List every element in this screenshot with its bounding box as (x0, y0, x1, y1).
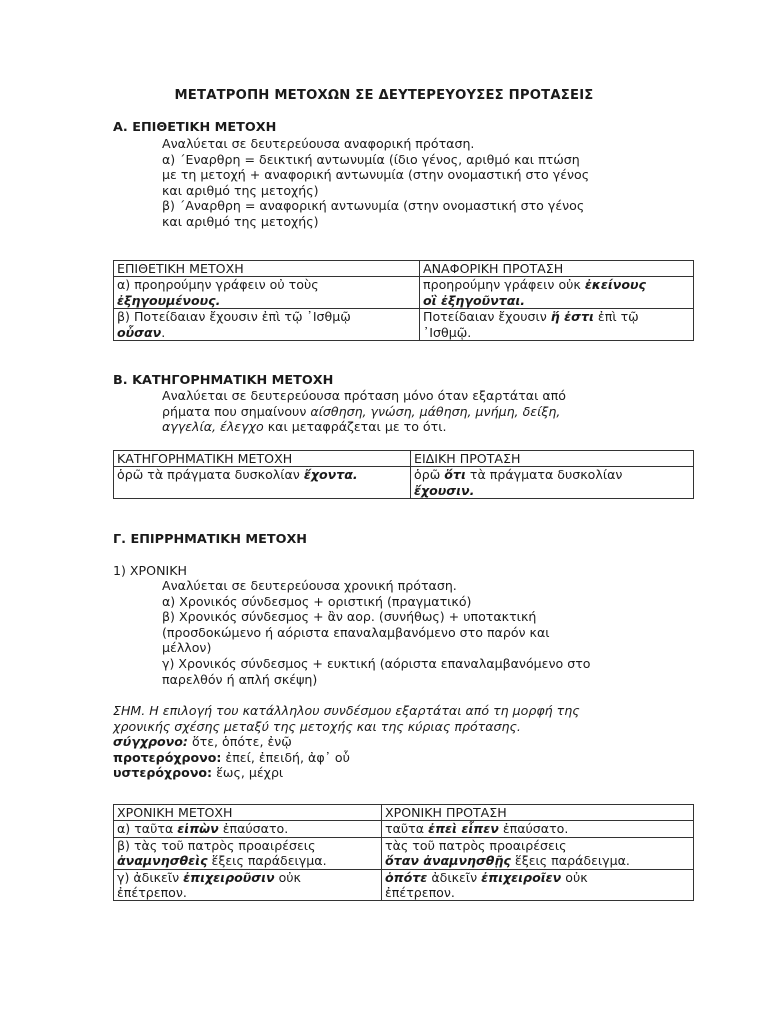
conjunction-row (113, 734, 713, 750)
cell-text-emphasis: ἔχοντα. (303, 467, 358, 483)
text: και μεταφράζεται με το ότι. (263, 419, 447, 435)
cell-line: οἳ ἐξηγοῦνται. (423, 292, 526, 308)
cell-text: ὁρῶ τὰ πράγματα δυσκολίαν (117, 467, 304, 483)
cell-text: προηρούμην γράφειν οὐκ (423, 277, 585, 293)
cell-text: ὁρῶ (414, 467, 445, 483)
cell-text: οὐκ (561, 869, 588, 885)
cell-line: ἐπέτρεπον. (385, 885, 455, 901)
section-b-heading: Β. ΚΑΤΗΓΟΡΗΜΑΤΙΚΗ ΜΕΤΟΧΗ (113, 373, 334, 388)
cell-text: ἐπαύσατο. (218, 821, 289, 837)
section-a-line: και αριθμό της μετοχής) (162, 213, 319, 229)
text-italic: αίσθηση, γνώση, μάθηση, μνήμη, δείξη, (310, 403, 561, 419)
table-row (114, 309, 694, 341)
section-a-line: και αριθμό της μετοχής) (162, 182, 319, 198)
cell-text-emphasis: ἐπεὶ εἶπεν (428, 821, 499, 837)
cell-line (117, 821, 378, 836)
section-a-line: Αναλύεται σε δευτερεύουσα αναφορική πρόταση. (162, 136, 475, 151)
cell-text: γ) ἀδικεῖν (117, 869, 184, 885)
cell-text: τὰ πράγματα δυσκολίαν (465, 467, 623, 483)
cell-line: α) προηρούμην γράφειν οὐ τοὺς (117, 277, 319, 293)
cell-line: β) τὰς τοῦ πατρὸς προαιρέσεις (117, 837, 316, 853)
section-b-text (162, 388, 682, 435)
section-a-line: β) ΄Αναρθρη = αναφορική αντωνυμία (στην ονομαστική στο γένος (162, 198, 585, 214)
conjunction-label: προτερόχρονο: (113, 749, 222, 765)
cell-text: ἐπαύσατο. (498, 821, 569, 837)
section-c-text (162, 578, 682, 687)
conjunction-value: ἐπεί, ἐπειδή, ἀφ᾿ οὗ (221, 749, 350, 765)
table-cell (411, 467, 694, 499)
cell-text: Ποτείδαιαν ἔχουσιν (423, 309, 551, 325)
table-row (114, 467, 694, 499)
table-header-cell: ΕΙΔΙΚΗ ΠΡΟΤΑΣΗ (411, 451, 694, 467)
cell-line (117, 870, 378, 885)
cell-line (423, 309, 690, 324)
section-c-line: Αναλύεται σε δευτερεύουσα χρονική πρόταση. (162, 578, 457, 593)
note-block (113, 703, 713, 781)
cell-text: . (161, 324, 166, 340)
note-line: χρονικής σχέσης μεταξύ της μετοχής και της κύριας πρότασης. (113, 718, 521, 734)
table-cell (382, 869, 694, 901)
table-row (114, 451, 694, 467)
cell-text-emphasis: εἰπὼν (177, 821, 219, 837)
subsection-heading: 1) ΧΡΟΝΙΚΗ (113, 563, 187, 578)
conjunction-row (113, 750, 713, 766)
cell-text-emphasis: ἐπιχειροῦσιν (183, 869, 275, 885)
cell-text-emphasis: ὅτι (444, 467, 466, 483)
table-row (114, 869, 694, 901)
table-header-cell: ΑΝΑΦΟΡΙΚΗ ΠΡΟΤΑΣΗ (420, 261, 694, 277)
table-cell (114, 869, 382, 901)
conjunction-label: σύγχρονο: (113, 734, 188, 750)
section-c-heading: Γ. ΕΠΙΡΡΗΜΑΤΙΚΗ ΜΕΤΟΧΗ (113, 532, 308, 547)
section-c-line: α) Χρονικός σύνδεσμος + οριστική (πραγματικό) (162, 593, 472, 609)
table-katigorimatiki (113, 450, 694, 499)
cell-line: β) Ποτείδαιαν ἔχουσιν ἐπὶ τῷ ᾿Ισθμῷ (117, 309, 351, 325)
conjunction-label: υστερόχρονο: (113, 765, 213, 781)
cell-line: ᾿Ισθμῷ. (423, 324, 472, 340)
text: ρήματα που σημαίνουν (162, 403, 311, 419)
cell-text: ταῦτα (385, 821, 429, 837)
cell-text-emphasis: ὅταν ἀναμνησθῇς (385, 853, 511, 869)
conjunction-value: ὅτε, ὁπότε, ἐνῷ (187, 734, 292, 750)
table-row (114, 805, 694, 821)
section-c-line: (προσδοκώμενο ή αόριστα επαναλαμβανόμενο στο παρόν και (162, 624, 550, 640)
section-b-line: Αναλύεται σε δευτερεύουσα πρόταση μόνο όταν εξαρτάται από (162, 388, 566, 403)
cell-text: α) ταῦτα (117, 821, 178, 837)
page-title: ΜΕΤΑΤΡΟΠΗ ΜΕΤΟΧΩΝ ΣΕ ΔΕΥΤΕΡΕΥΟΥΣΕΣ ΠΡΟΤΑΣΕΙΣ (174, 88, 594, 103)
cell-text-emphasis: ὁπότε (385, 869, 428, 885)
table-header-cell: ΕΠΙΘΕΤΙΚΗ ΜΕΤΟΧΗ (114, 261, 420, 277)
table-row (114, 261, 694, 277)
cell-line (423, 277, 690, 292)
table-cell (420, 277, 694, 309)
table-cell (114, 309, 420, 341)
note-line: ΣΗΜ. Η επιλογή του κατάλληλου συνδέσμου εξαρτάται από τη μορφή της (113, 703, 580, 718)
section-a-line: με τη μετοχή + αναφορική αντωνυμία (στην ονομαστική στο γένος (162, 167, 590, 183)
table-epitheti (113, 260, 694, 341)
cell-line: ἔχουσιν. (414, 482, 475, 498)
text-italic: αγγελία, έλεγχο (162, 419, 264, 435)
cell-text: οὐκ (274, 869, 301, 885)
cell-line: ἐπέτρεπον. (117, 885, 187, 901)
cell-text-emphasis: ἐκείνους (584, 277, 646, 293)
table-header-cell: ΧΡΟΝΙΚΗ ΠΡΟΤΑΣΗ (382, 805, 694, 821)
section-a-line: α) ΄Εναρθρη = δεικτική αντωνυμία (ίδιο γένος, αριθμό και πτώση (162, 151, 580, 167)
section-c-line: β) Χρονικός σύνδεσμος + ἂν αορ. (συνήθως) + υποτακτική (162, 609, 537, 625)
cell-line (385, 853, 690, 868)
table-row (114, 277, 694, 309)
section-c-line: γ) Χρονικός σύνδεσμος + ευκτική (αόριστα επαναλαμβανόμενο στο (162, 655, 591, 671)
table-cell (114, 277, 420, 309)
cell-text-emphasis: ἐπιχειροῖεν (481, 869, 562, 885)
section-a-text (162, 136, 682, 230)
cell-line (385, 821, 690, 836)
cell-line (117, 467, 407, 482)
table-row (114, 837, 694, 869)
table-cell (114, 821, 382, 837)
section-b-line (162, 404, 682, 420)
conjunction-value: ἕως, μέχρι (212, 765, 284, 781)
cell-text-emphasis: ἀναμνησθεὶς (117, 853, 208, 869)
section-c-line: παρελθόν ή απλή σκέψη) (162, 671, 318, 687)
cell-text: ἐπὶ τῷ (593, 309, 639, 325)
table-header-cell: ΚΑΤΗΓΟΡΗΜΑΤΙΚΗ ΜΕΤΟΧΗ (114, 451, 411, 467)
cell-text: ἕξεις παράδειγμα. (207, 853, 327, 869)
conjunction-row (113, 765, 713, 781)
table-cell (114, 467, 411, 499)
table-cell (420, 309, 694, 341)
cell-line (414, 467, 690, 482)
cell-line: ἐξηγουμένους. (117, 292, 221, 308)
section-b-line (162, 419, 682, 435)
cell-text-emphasis: οὖσαν (117, 324, 162, 340)
cell-line (117, 853, 378, 868)
table-row (114, 821, 694, 837)
section-a-heading: Α. ΕΠΙΘΕΤΙΚΗ ΜΕΤΟΧΗ (113, 120, 277, 135)
cell-text-emphasis: ἥ ἐστι (550, 309, 594, 325)
cell-text: ἀδικεῖν (427, 869, 482, 885)
table-cell (114, 837, 382, 869)
section-c-line: μέλλον) (162, 640, 212, 656)
table-cell (382, 837, 694, 869)
table-cell (382, 821, 694, 837)
cell-text: ἕξεις παράδειγμα. (510, 853, 630, 869)
table-xroniki (113, 804, 694, 901)
cell-line (117, 325, 416, 340)
cell-line (385, 870, 690, 885)
table-header-cell: ΧΡΟΝΙΚΗ ΜΕΤΟΧΗ (114, 805, 382, 821)
cell-line: τὰς τοῦ πατρὸς προαιρέσεις (385, 837, 567, 853)
